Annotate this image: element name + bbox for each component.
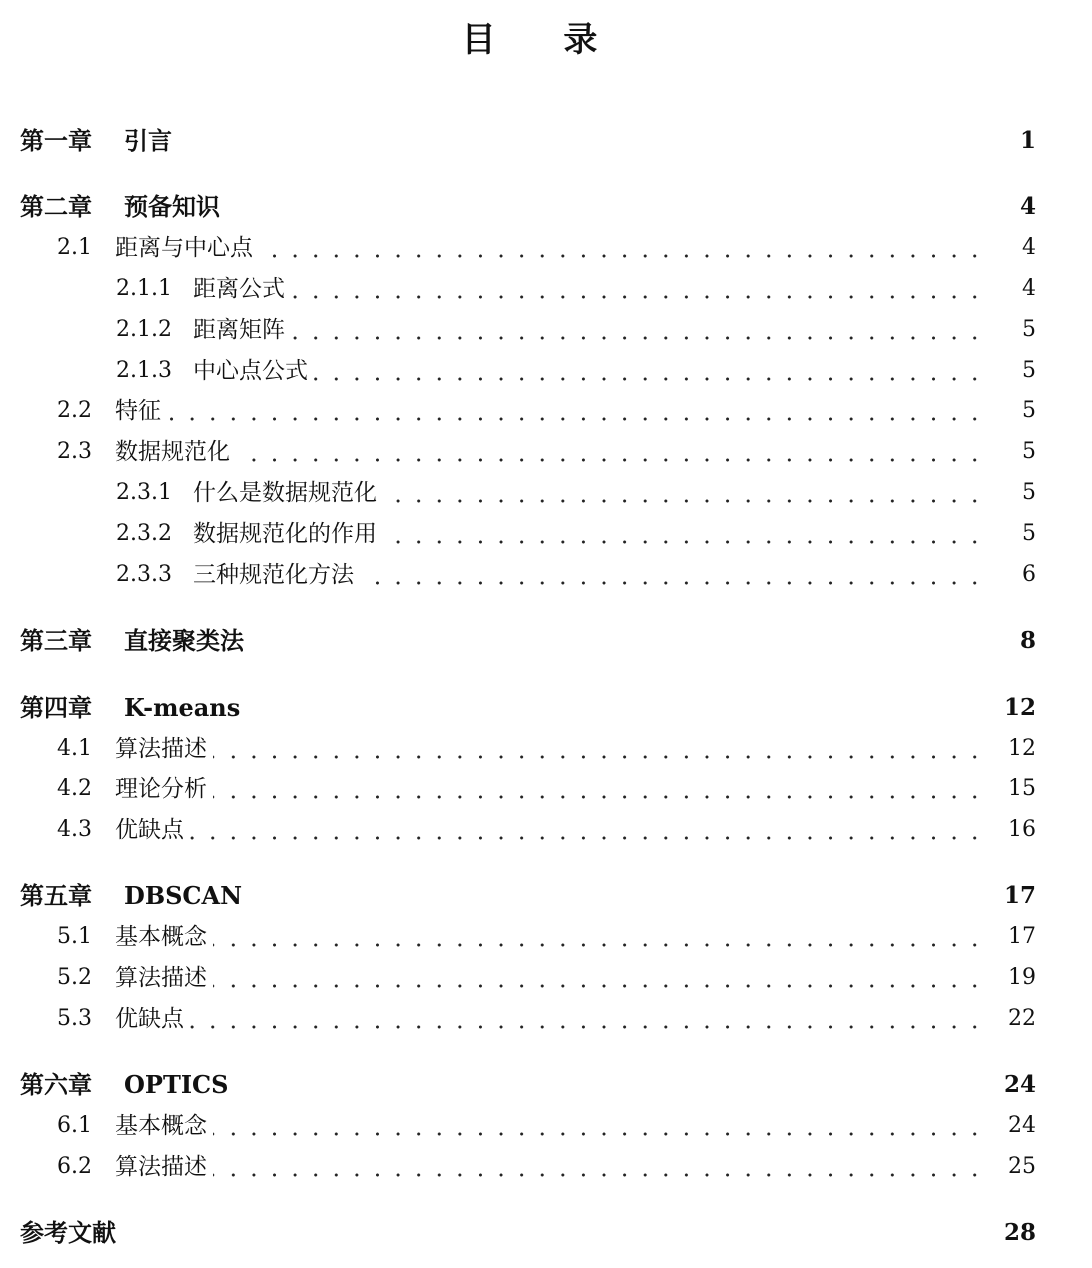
toc-entry-section[interactable] [0, 1001, 1092, 1037]
toc-entry-chapter[interactable] [0, 623, 1092, 659]
dot-leader [213, 794, 985, 800]
toc-entry-title: 直接聚类法 [124, 627, 244, 655]
toc-entry-number: 2.1.2 [116, 317, 172, 342]
toc-entry-page-number: 5 [1022, 317, 1036, 342]
toc-entry-section[interactable] [0, 230, 1092, 266]
toc-entry-number: 6.1 [57, 1113, 92, 1138]
toc-entry-number: 第六章 [20, 1071, 92, 1099]
toc-entry-page-number: 1 [1019, 127, 1036, 154]
toc-entry-title: 基本概念 [115, 924, 207, 950]
toc-entry-section[interactable] [0, 919, 1092, 955]
toc-entry-number: 2.2 [57, 398, 92, 423]
dot-leader [213, 983, 985, 989]
toc-entry-title: 特征 [115, 398, 161, 424]
toc-entry-number: 5.3 [57, 1006, 92, 1031]
toc-entry-number: 第五章 [20, 882, 92, 910]
toc-entry-page-number: 16 [1008, 817, 1036, 842]
toc-entry-page-number: 19 [1008, 965, 1036, 990]
dot-leader [360, 580, 985, 586]
dot-leader [383, 539, 985, 545]
dot-leader [167, 416, 985, 422]
toc-entry-title: 距离与中心点 [115, 235, 253, 261]
toc-entry-page-number: 4 [1019, 193, 1036, 220]
toc-entry-page-number: 17 [1008, 924, 1036, 949]
toc-entry-title: 算法描述 [115, 736, 207, 762]
toc-entry-subsection[interactable] [0, 353, 1092, 389]
toc-entry-subsection[interactable] [0, 516, 1092, 552]
toc-entry-page-number: 12 [1008, 736, 1036, 761]
toc-entry-chapter[interactable] [0, 123, 1092, 159]
toc-entry-title: 距离矩阵 [193, 317, 285, 343]
toc-entry-page-number: 28 [1003, 1219, 1036, 1246]
toc-entry-subsection[interactable] [0, 271, 1092, 307]
toc-entry-title: 预备知识 [124, 193, 220, 221]
toc-entry-page-number: 5 [1022, 439, 1036, 464]
toc-entry-title: 优缺点 [115, 817, 184, 843]
toc-entry-page-number: 17 [1003, 882, 1036, 909]
toc-entry-number: 4.3 [57, 817, 92, 842]
toc-entry-page-number: 5 [1022, 521, 1036, 546]
toc-entry-title: 数据规范化 [115, 439, 230, 465]
toc-entry-title: 引言 [124, 127, 172, 155]
toc-entry-number: 5.1 [57, 924, 92, 949]
toc-entry-subsection[interactable] [0, 475, 1092, 511]
toc-entry-chapter[interactable] [0, 878, 1092, 914]
toc-entry-title: 距离公式 [193, 276, 285, 302]
toc-entry-title: 理论分析 [115, 776, 207, 802]
dot-leader [213, 942, 985, 948]
toc-entry-chapter[interactable] [0, 1067, 1092, 1103]
toc-entry-chapter[interactable] [0, 189, 1092, 225]
toc-entry-title: 算法描述 [115, 965, 207, 991]
toc-entry-page-number: 15 [1008, 776, 1036, 801]
dot-leader [291, 335, 985, 341]
toc-title: 目 录 [461, 20, 626, 60]
toc-entry-section[interactable] [0, 1149, 1092, 1185]
toc-entry-page-number: 4 [1022, 235, 1036, 260]
toc-entry-number: 6.2 [57, 1154, 92, 1179]
toc-entry-chapter[interactable] [0, 690, 1092, 726]
toc-entry-number: 2.1.1 [116, 276, 172, 301]
toc-entry-number: 4.1 [57, 736, 92, 761]
dot-leader [213, 1131, 985, 1137]
toc-entry-number: 2.1.3 [116, 358, 172, 383]
toc-entry-title: DBSCAN [124, 881, 243, 910]
toc-entry-page-number: 12 [1003, 694, 1036, 721]
toc-entry-number: 第二章 [20, 193, 92, 221]
toc-entry-section[interactable] [0, 393, 1092, 429]
toc-entry-number: 第一章 [20, 127, 92, 155]
toc-entry-section[interactable] [0, 434, 1092, 470]
toc-entry-title: 三种规范化方法 [193, 562, 354, 588]
toc-entry-section[interactable] [0, 812, 1092, 848]
dot-leader [190, 1024, 985, 1030]
toc-entry-page-number: 5 [1022, 480, 1036, 505]
toc-entry-number: 参考文献 [20, 1219, 116, 1247]
toc-entry-number: 第四章 [20, 694, 92, 722]
toc-entry-page-number: 25 [1008, 1154, 1036, 1179]
dot-leader [190, 835, 985, 841]
toc-entry-page-number: 4 [1022, 276, 1036, 301]
toc-entry-page-number: 5 [1022, 398, 1036, 423]
toc-entry-title: 算法描述 [115, 1154, 207, 1180]
toc-entry-title: 优缺点 [115, 1006, 184, 1032]
toc-entry-title: 什么是数据规范化 [193, 480, 377, 506]
dot-leader [259, 253, 985, 259]
toc-entry-subsection[interactable] [0, 312, 1092, 348]
toc-entry-section[interactable] [0, 960, 1092, 996]
toc-entry-section[interactable] [0, 771, 1092, 807]
toc-entry-number: 2.3.3 [116, 562, 172, 587]
toc-entry-chapter[interactable] [0, 1215, 1092, 1251]
dot-leader [314, 376, 985, 382]
dot-leader [383, 498, 985, 504]
toc-entry-page-number: 5 [1022, 358, 1036, 383]
toc-entry-title: 中心点公式 [193, 358, 308, 384]
toc-entry-number: 5.2 [57, 965, 92, 990]
toc-entry-number: 2.1 [57, 235, 92, 260]
dot-leader [213, 1172, 985, 1178]
toc-entry-number: 第三章 [20, 627, 92, 655]
toc-entry-section[interactable] [0, 1108, 1092, 1144]
dot-leader [236, 457, 985, 463]
dot-leader [291, 294, 985, 300]
toc-entry-page-number: 24 [1008, 1113, 1036, 1138]
toc-entry-section[interactable] [0, 731, 1092, 767]
toc-entry-title: K-means [124, 693, 241, 722]
toc-entry-page-number: 24 [1003, 1071, 1036, 1098]
toc-entry-number: 2.3.2 [116, 521, 172, 546]
toc-entry-title: OPTICS [124, 1070, 229, 1099]
toc-entry-number: 2.3 [57, 439, 92, 464]
toc-entry-number: 2.3.1 [116, 480, 172, 505]
dot-leader [213, 754, 985, 760]
toc-entry-title: 数据规范化的作用 [193, 521, 377, 547]
toc-entry-page-number: 8 [1019, 627, 1036, 654]
toc-entry-title: 基本概念 [115, 1113, 207, 1139]
toc-entry-page-number: 6 [1022, 562, 1036, 587]
toc-entry-page-number: 22 [1008, 1006, 1036, 1031]
toc-entry-number: 4.2 [57, 776, 92, 801]
toc-entry-subsection[interactable] [0, 557, 1092, 593]
